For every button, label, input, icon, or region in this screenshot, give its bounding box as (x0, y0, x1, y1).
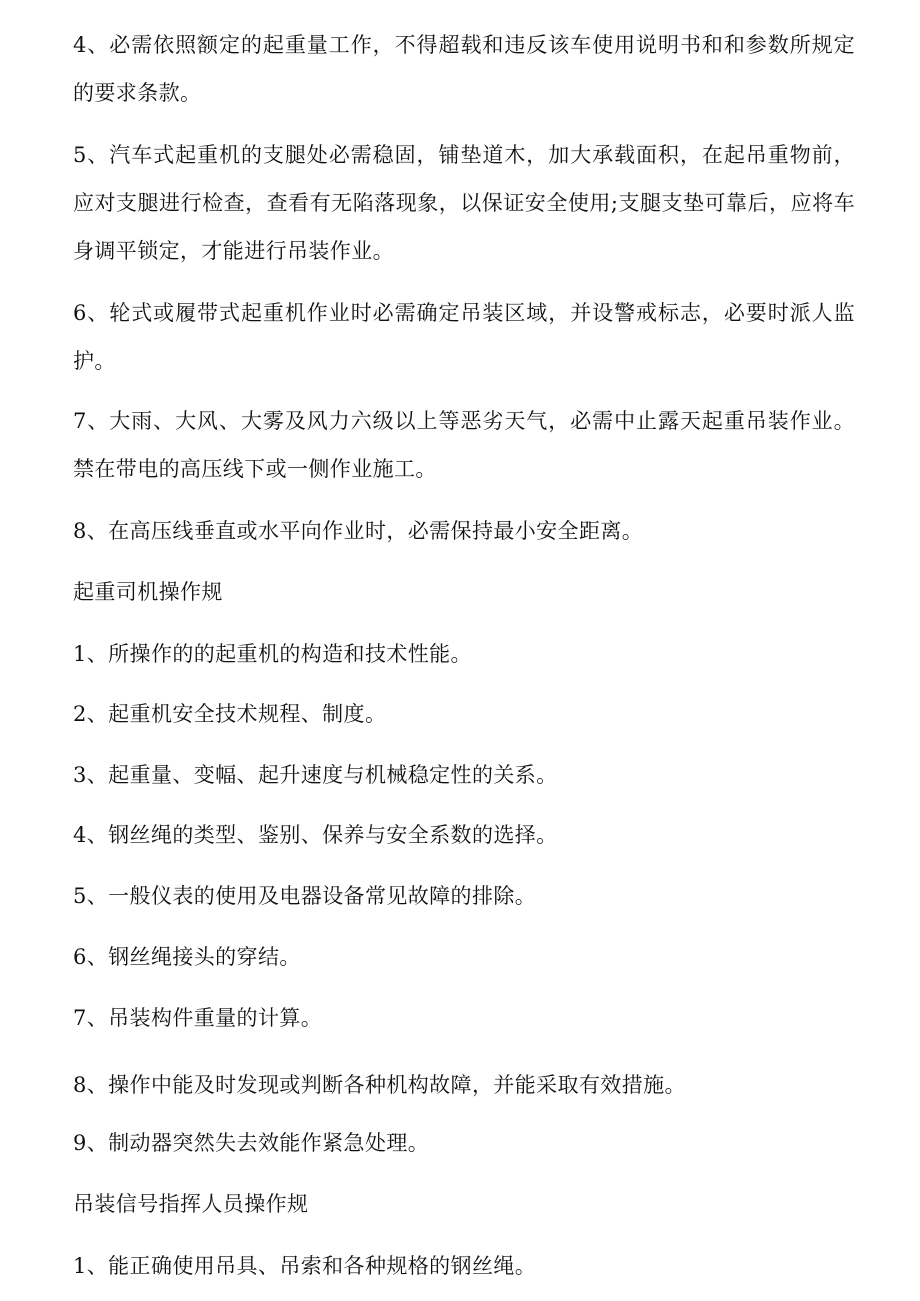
list-item-driver-2: 2、起重机安全技术规程、制度。 (73, 702, 387, 726)
list-item-driver-3: 3、起重量、变幅、起升速度与机械稳定性的关系。 (73, 763, 558, 787)
section-heading-signal-commander: 吊装信号指挥人员操作规 (73, 1192, 309, 1216)
list-item-driver-8: 8、操作中能及时发现或判断各种机构故障，并能采取有效措施。 (73, 1073, 686, 1097)
list-item-signal-1: 1、能正确使用吊具、吊索和各种规格的钢丝绳。 (73, 1254, 537, 1278)
paragraph-rule-8: 8、在高压线垂直或水平向作业时，必需保持最小安全距离。 (73, 519, 644, 543)
section-heading-crane-driver: 起重司机操作规 (73, 580, 223, 604)
paragraph-rule-6: 6、轮式或履带式起重机作业时必需确定吊装区域，并设警戒标志，必要时派人监护。 (73, 301, 855, 373)
paragraph-rule-7: 7、大雨、大风、大雾及风力六级以上等恶劣天气，必需中止露天起重吊装作业。禁在带电的高压线下或一侧作业施工。 (73, 409, 855, 481)
list-item-driver-1: 1、所操作的的起重机的构造和技术性能。 (73, 642, 472, 666)
paragraph-rule-4: 4、必需依照额定的起重量工作，不得超载和违反该车使用说明书和和参数所规定的要求条款。 (73, 33, 855, 105)
paragraph-rule-5: 5、汽车式起重机的支腿处必需稳固，铺垫道木，加大承载面积，在起吊重物前，应对支腿进行检查，查看有无陷落现象，以保证安全使用;支腿支垫可靠后，应将车身调平锁定，才能进行吊装作业。 (73, 143, 855, 263)
list-item-driver-4: 4、钢丝绳的类型、鉴别、保养与安全系数的选择。 (73, 823, 558, 847)
list-item-driver-6: 6、钢丝绳接头的穿结。 (73, 945, 301, 969)
list-item-driver-9: 9、制动器突然失去效能作紧急处理。 (73, 1131, 430, 1155)
list-item-driver-7: 7、吊装构件重量的计算。 (73, 1006, 323, 1030)
list-item-driver-5: 5、一般仪表的使用及电器设备常见故障的排除。 (73, 884, 537, 908)
